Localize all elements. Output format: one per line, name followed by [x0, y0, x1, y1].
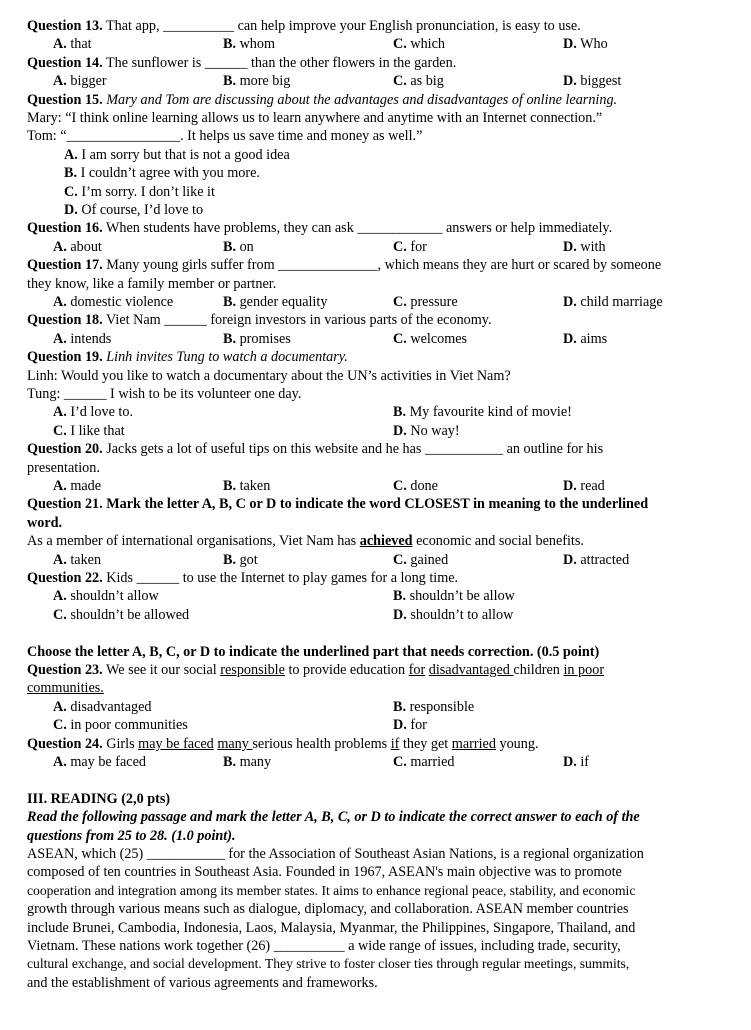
- question-text: When students have problems, they can ask ____________ answers or help immediately.: [102, 220, 613, 237]
- question-number: Question 14.: [27, 54, 103, 71]
- options-q20: [27, 477, 733, 495]
- option-a: A. may be faced: [53, 754, 146, 771]
- question-number: Question 19.: [27, 349, 103, 366]
- underlined-part: in poor: [563, 662, 605, 679]
- options-q23-row2: [27, 716, 733, 734]
- question-24: Question 24. Girls may be faced many serious health problems if they get married young.: [27, 735, 539, 752]
- option-a: A. about: [53, 238, 102, 255]
- question-18: [27, 311, 733, 329]
- option-b: B. My favourite kind of movie!: [393, 404, 572, 421]
- reading-instruction-cont: questions from 25 to 28. (1.0 point).: [27, 827, 236, 844]
- option-b: B. responsible: [393, 698, 475, 715]
- options-q21: [27, 551, 733, 569]
- question-14: [27, 54, 733, 72]
- option-d: D. if: [563, 754, 590, 771]
- option-b: B. whom: [223, 36, 276, 53]
- options-q18: [27, 330, 733, 348]
- option-d: D. for: [393, 717, 427, 734]
- option-b: B. on: [223, 238, 254, 255]
- question-number: Question 20.: [27, 441, 103, 458]
- option-c: C. welcomes: [393, 330, 468, 347]
- option-c: C. for: [393, 238, 427, 255]
- option-c: C. married: [393, 754, 455, 771]
- question-23: Question 23. We see it our social responsible to provide education for disadvantaged children in poor: [27, 662, 605, 679]
- question-22: [27, 569, 733, 587]
- option-d: D. with: [563, 238, 606, 255]
- options-q19-row1: [27, 403, 733, 421]
- question-context: Mary and Tom are discussing about the advantages and disadvantages of online learning.: [102, 91, 618, 108]
- option-d: D. Who: [563, 36, 608, 53]
- option-c: C. I’m sorry. I don’t like it: [64, 183, 215, 200]
- option-c: C. I like that: [53, 422, 125, 439]
- option-a: A. intends: [53, 330, 112, 347]
- option-a: A. made: [53, 478, 102, 495]
- option-a: A. domestic violence: [53, 294, 174, 311]
- option-d: D. child marriage: [563, 294, 663, 311]
- option-b: B. gender equality: [223, 294, 328, 311]
- underlined-part: if: [390, 735, 400, 752]
- dialogue-linh: Linh: Would you like to watch a documentary about the UN’s activities in Viet Nam?: [27, 367, 511, 384]
- option-c: C. pressure: [393, 294, 458, 311]
- options-q17: [27, 293, 733, 311]
- question-16: [27, 219, 733, 237]
- option-a: A. that: [53, 36, 92, 53]
- passage-line: and the establishment of various agreements and frameworks.: [27, 974, 378, 991]
- question-number: Question 17.: [27, 257, 103, 274]
- underlined-part: responsible: [220, 662, 285, 679]
- question-number: Question 18.: [27, 312, 103, 329]
- question-text: Kids ______ to use the Internet to play games for a long time.: [102, 570, 459, 587]
- option-c: C. in poor communities: [53, 717, 188, 734]
- reading-passage: [27, 845, 733, 992]
- option-a: A. bigger: [53, 73, 107, 90]
- option-d: D. Of course, I’d love to: [64, 202, 204, 219]
- option-d: D. shouldn’t to allow: [393, 606, 514, 623]
- question-text: Many young girls suffer from ______________, which means they are hurt or scared by someone: [102, 257, 662, 274]
- dialogue-tom: Tom: “________________. It helps us save time and money as well.”: [27, 128, 423, 145]
- question-21-heading-cont: word.: [27, 514, 63, 531]
- underlined-part: disadvantaged: [428, 662, 514, 679]
- spacer: [27, 771, 733, 789]
- option-b: B. promises: [223, 330, 291, 347]
- option-c: C. as big: [393, 73, 444, 90]
- option-c: C. which: [393, 36, 446, 53]
- passage-line: Vietnam. These nations work together (26) __________ a wide range of issues, including trade, security,: [27, 938, 621, 955]
- passage-line: growth through various means such as dialogue, diplomacy, and collaboration. ASEAN member countries: [27, 901, 629, 918]
- question-20-cont: presentation.: [27, 459, 100, 476]
- option-c: C. shouldn’t be allowed: [53, 606, 190, 623]
- options-q24: [27, 753, 733, 771]
- question-number: Question 16.: [27, 220, 103, 237]
- underlined-part: communities.: [27, 680, 104, 697]
- question-text: Viet Nam ______ foreign investors in various parts of the economy.: [102, 312, 492, 329]
- passage-line: ASEAN, which (25) ___________ for the Association of Southeast Asian Nations, is a regional organization: [27, 846, 644, 863]
- option-d: D. read: [563, 478, 605, 495]
- option-c: C. gained: [393, 551, 449, 568]
- option-a: A. I’d love to.: [53, 404, 133, 421]
- option-d: D. No way!: [393, 422, 460, 439]
- question-text: That app, __________ can help improve your English pronunciation, is easy to use.: [102, 18, 581, 34]
- option-a: A. I am sorry but that is not a good idea: [64, 146, 290, 163]
- options-q22-row2: [27, 606, 733, 624]
- question-number: Question 13.: [27, 18, 103, 34]
- question-number: Question 15.: [27, 91, 103, 108]
- question-text: The sunflower is ______ than the other flowers in the garden.: [102, 54, 457, 71]
- question-21-heading: Question 21. Mark the letter A, B, C or D to indicate the word CLOSEST in meaning to the underlined: [27, 496, 649, 513]
- spacer: [27, 624, 733, 642]
- question-15: [27, 91, 733, 109]
- passage-line: cooperation and integration among its member states. It aims to enhance regional peace, stability, and economic: [27, 882, 636, 898]
- question-number: Question 22.: [27, 570, 103, 587]
- options-q22-row1: [27, 587, 733, 605]
- reading-heading: III. READING (2,0 pts): [27, 790, 171, 807]
- option-b: B. shouldn’t be allow: [393, 588, 515, 605]
- question-context: Linh invites Tung to watch a documentary.: [102, 349, 348, 366]
- question-23-cont: [27, 679, 733, 697]
- reading-instruction: Read the following passage and mark the letter A, B, C, or D to indicate the correct answer to each of the: [27, 809, 640, 826]
- passage-line: cultural exchange, and social development. They strive to foster closer ties through regular meetings, summits,: [27, 956, 630, 972]
- question-13: [27, 17, 733, 35]
- option-a: A. shouldn’t allow: [53, 588, 159, 605]
- option-b: B. I couldn’t agree with you more.: [64, 165, 260, 182]
- question-17: [27, 256, 733, 274]
- question-17-cont: they know, like a family member or partner.: [27, 275, 277, 292]
- underlined-part: married: [451, 735, 496, 752]
- question-text: Jacks gets a lot of useful tips on this website and he has ___________ an outline for his: [102, 441, 604, 458]
- option-d: D. aims: [563, 330, 608, 347]
- question-21-sentence: As a member of international organisations, Viet Nam has achieved economic and social benefits.: [27, 533, 584, 550]
- option-c: C. done: [393, 478, 438, 495]
- question-number: Question 24.: [27, 735, 103, 752]
- option-b: B. got: [223, 551, 258, 568]
- worksheet-content: [27, 17, 733, 992]
- passage-line: include Brunei, Cambodia, Indonesia, Laos, Malaysia, Myanmar, the Philippines, Singapore, Thailand, and: [27, 919, 636, 936]
- option-d: D. biggest: [563, 73, 622, 90]
- underlined-part: may be faced: [138, 735, 214, 752]
- option-b: B. more big: [223, 73, 291, 90]
- option-d: D. attracted: [563, 551, 630, 568]
- section-correction-heading: Choose the letter A, B, C, or D to indicate the underlined part that needs correction. (0.5 point): [27, 643, 600, 660]
- options-q13: [27, 35, 733, 53]
- dialogue-mary: Mary: “I think online learning allows us to learn anywhere and anytime with an Internet connection.”: [27, 110, 603, 126]
- question-number: Question 23.: [27, 662, 103, 679]
- options-q23-row1: [27, 698, 733, 716]
- passage-line: composed of ten countries in Southeast Asia. Founded in 1967, ASEAN's main objective was to promote: [27, 864, 622, 881]
- underlined-word: achieved: [359, 533, 413, 550]
- option-a: A. taken: [53, 551, 102, 568]
- option-b: B. taken: [223, 478, 271, 495]
- question-20: [27, 440, 733, 458]
- dialogue-tung: Tung: ______ I wish to be its volunteer one day.: [27, 386, 302, 403]
- options-q14: [27, 72, 733, 90]
- underlined-part: many: [217, 735, 253, 752]
- options-q16: [27, 238, 733, 256]
- options-q19-row2: [27, 422, 733, 440]
- option-b: B. many: [223, 754, 272, 771]
- option-a: A. disadvantaged: [53, 698, 152, 715]
- question-19: [27, 348, 733, 366]
- underlined-part: for: [408, 662, 426, 679]
